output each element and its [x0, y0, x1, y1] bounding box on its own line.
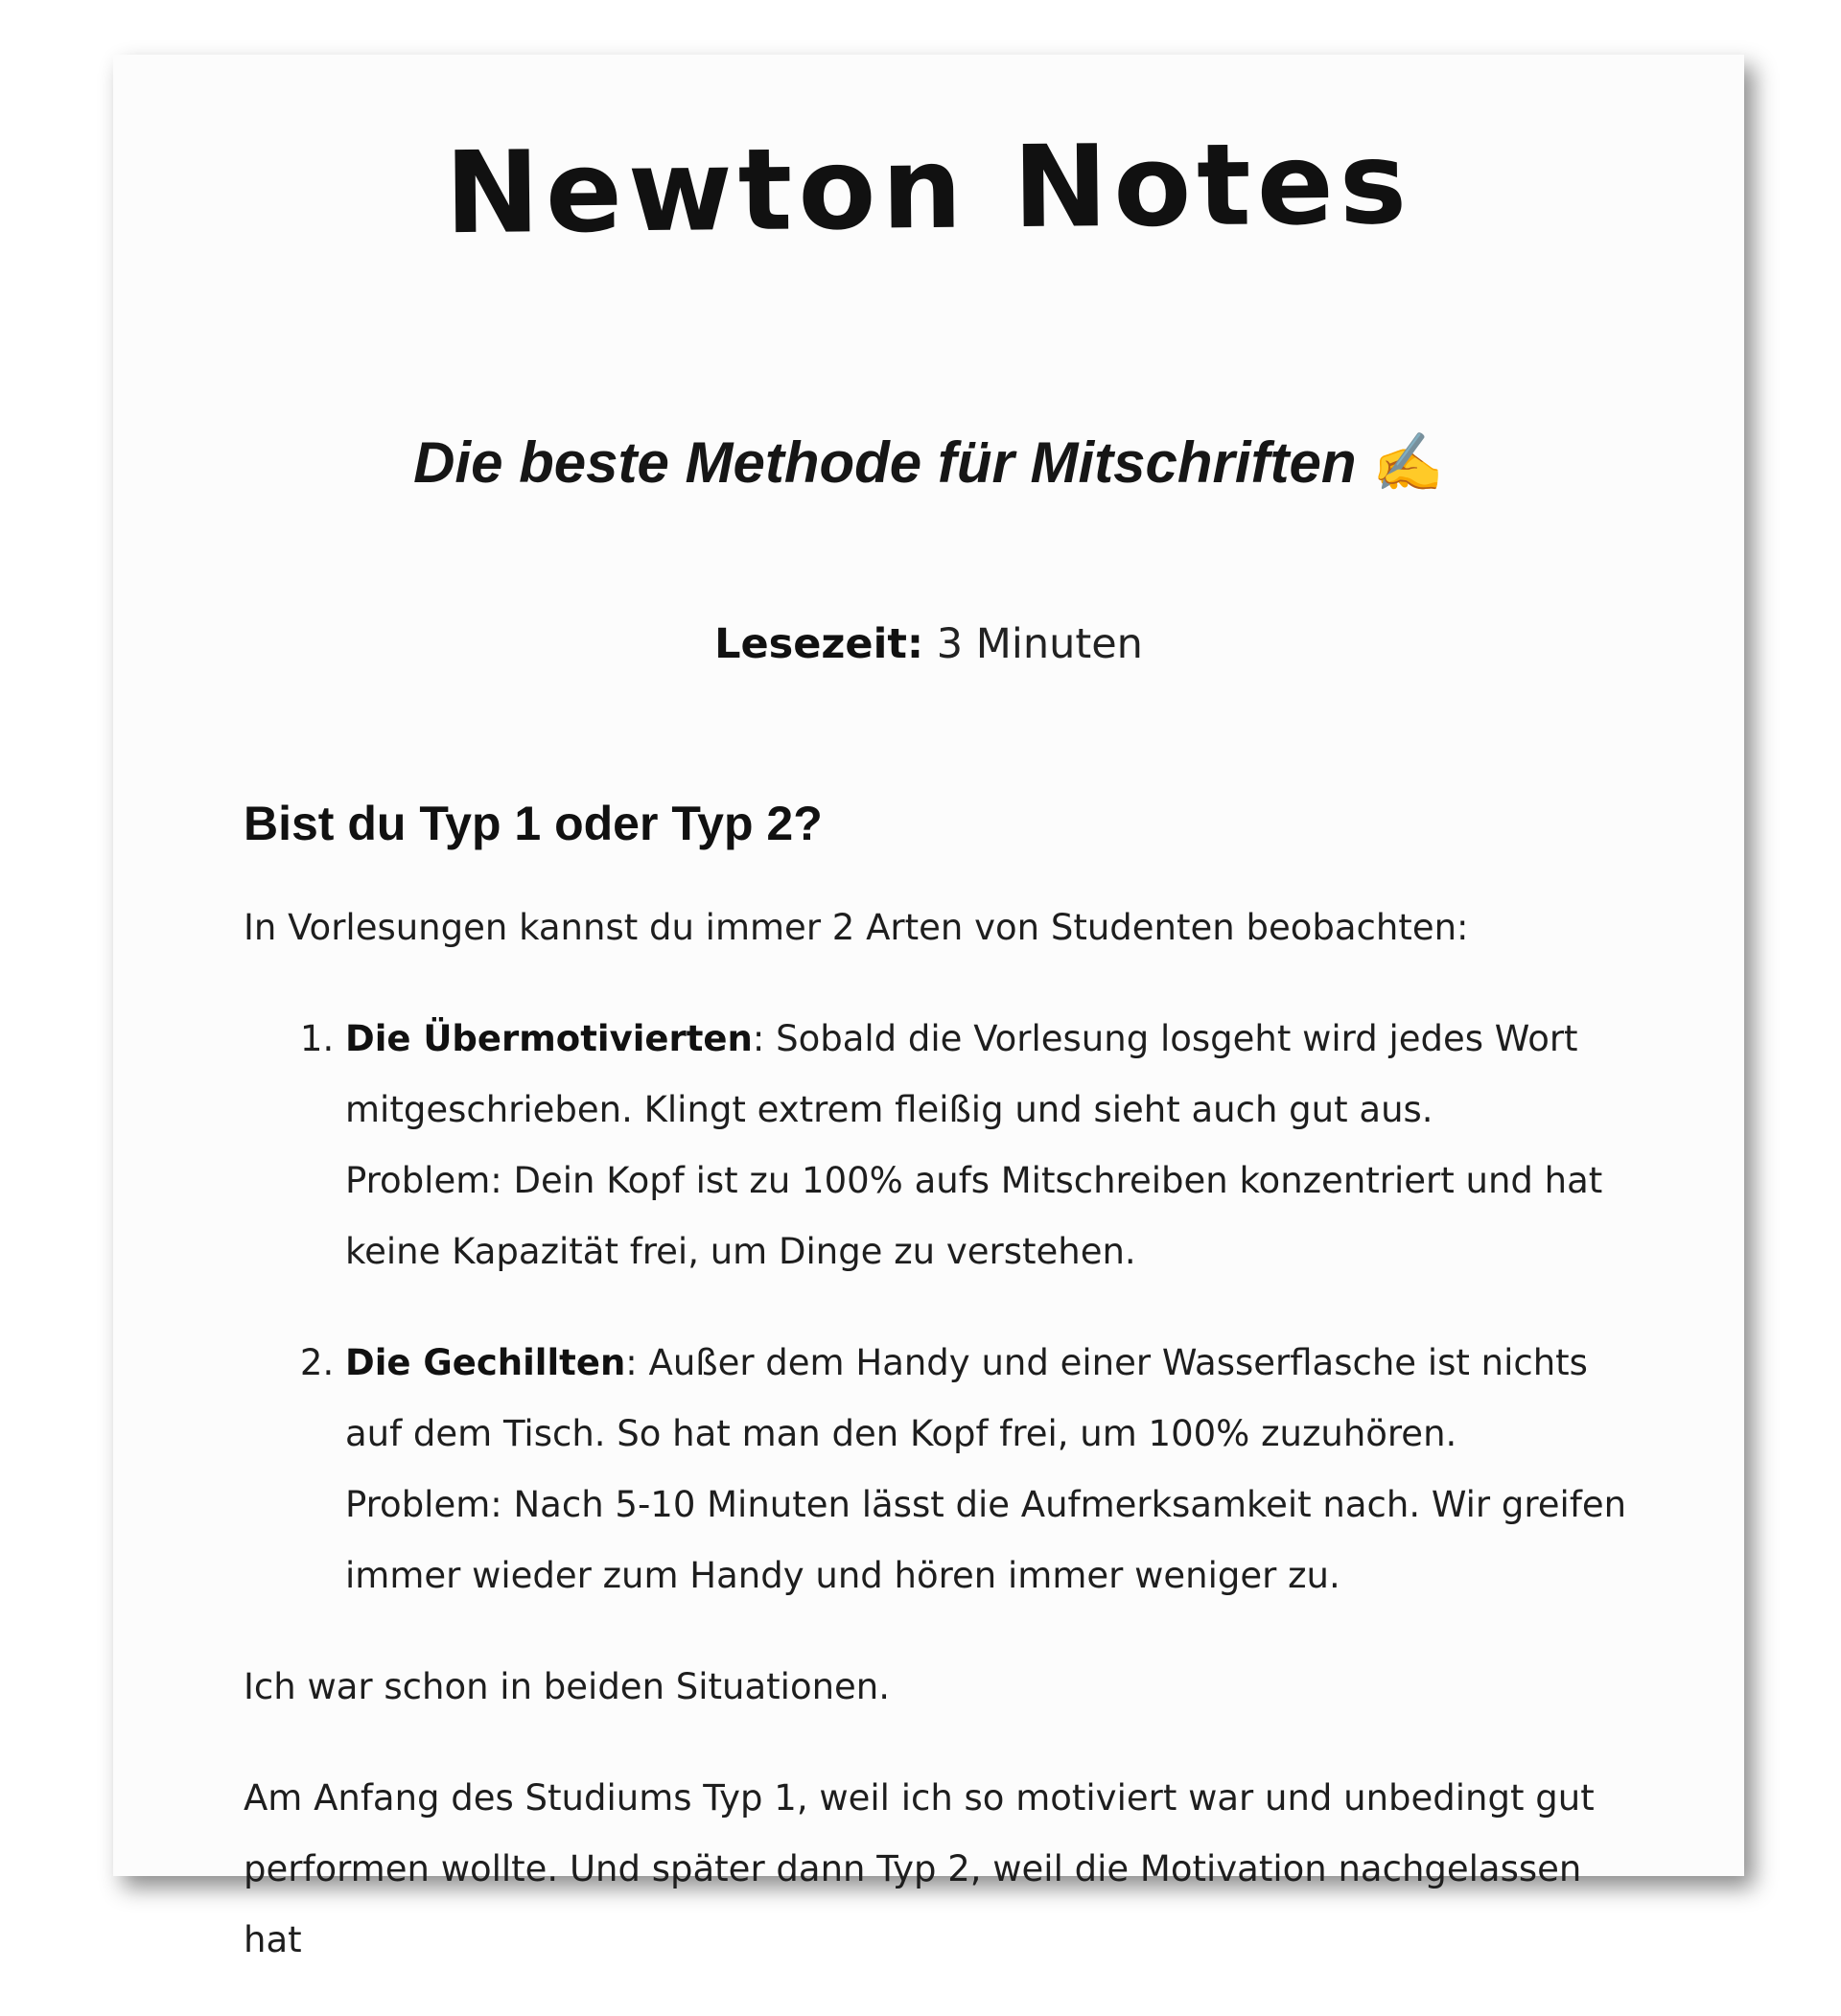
reading-time-value: 3 Minuten — [936, 620, 1143, 668]
brand-title: Newton Notes — [444, 116, 1413, 260]
list-item-description: : Sobald die Vorlesung losgeht wird jedes Wort mitgeschrieben. Klingt extrem fleißig und sieht auch gut aus. — [345, 1018, 1578, 1130]
list-item-text — [345, 1328, 1643, 1470]
writing-hand-icon: ✍ — [1372, 430, 1444, 495]
list-item-text — [345, 1004, 1643, 1146]
article-body — [244, 793, 1643, 2016]
reading-time — [113, 620, 1744, 668]
list-item-title: Die Gechillten — [345, 1342, 626, 1383]
section-heading: Bist du Typ 1 oder Typ 2? — [244, 797, 823, 850]
document-page — [113, 55, 1744, 1960]
article-subtitle — [113, 429, 1744, 497]
list-item-title: Die Übermotivierten — [345, 1018, 753, 1059]
list-item-problem: Problem: Nach 5-10 Minuten lässt die Aufmerksamkeit nach. Wir greifen immer wieder zum Handy und hören immer weniger zu. — [345, 1484, 1627, 1596]
paragraph: Ich war schon in beiden Situationen. — [244, 1666, 891, 1707]
list-item-problem: Problem: Dein Kopf ist zu 100% aufs Mitschreiben konzentriert und hat keine Kapazität frei, um Dinge zu verstehen. — [345, 1160, 1603, 1272]
list-item-description: : Außer dem Handy und einer Wasserflasche ist nichts auf dem Tisch. So hat man den Kopf frei, um 100% zuzuhören. — [345, 1342, 1588, 1454]
reading-time-label: Lesezeit: — [714, 620, 924, 668]
subtitle-text: Die beste Methode für Mitschriften — [413, 430, 1357, 495]
intro-paragraph: In Vorlesungen kannst du immer 2 Arten von Studenten beobachten: — [244, 907, 1469, 948]
paragraph: Am Anfang des Studiums Typ 1, weil ich so motiviert war und unbedingt gut performen wollte. Und später dann Typ 2, weil die Motivation nachgelassen hat — [244, 1777, 1595, 1960]
list-item — [345, 1328, 1643, 1611]
list-item — [345, 1004, 1643, 1287]
type-list — [244, 1004, 1643, 1611]
